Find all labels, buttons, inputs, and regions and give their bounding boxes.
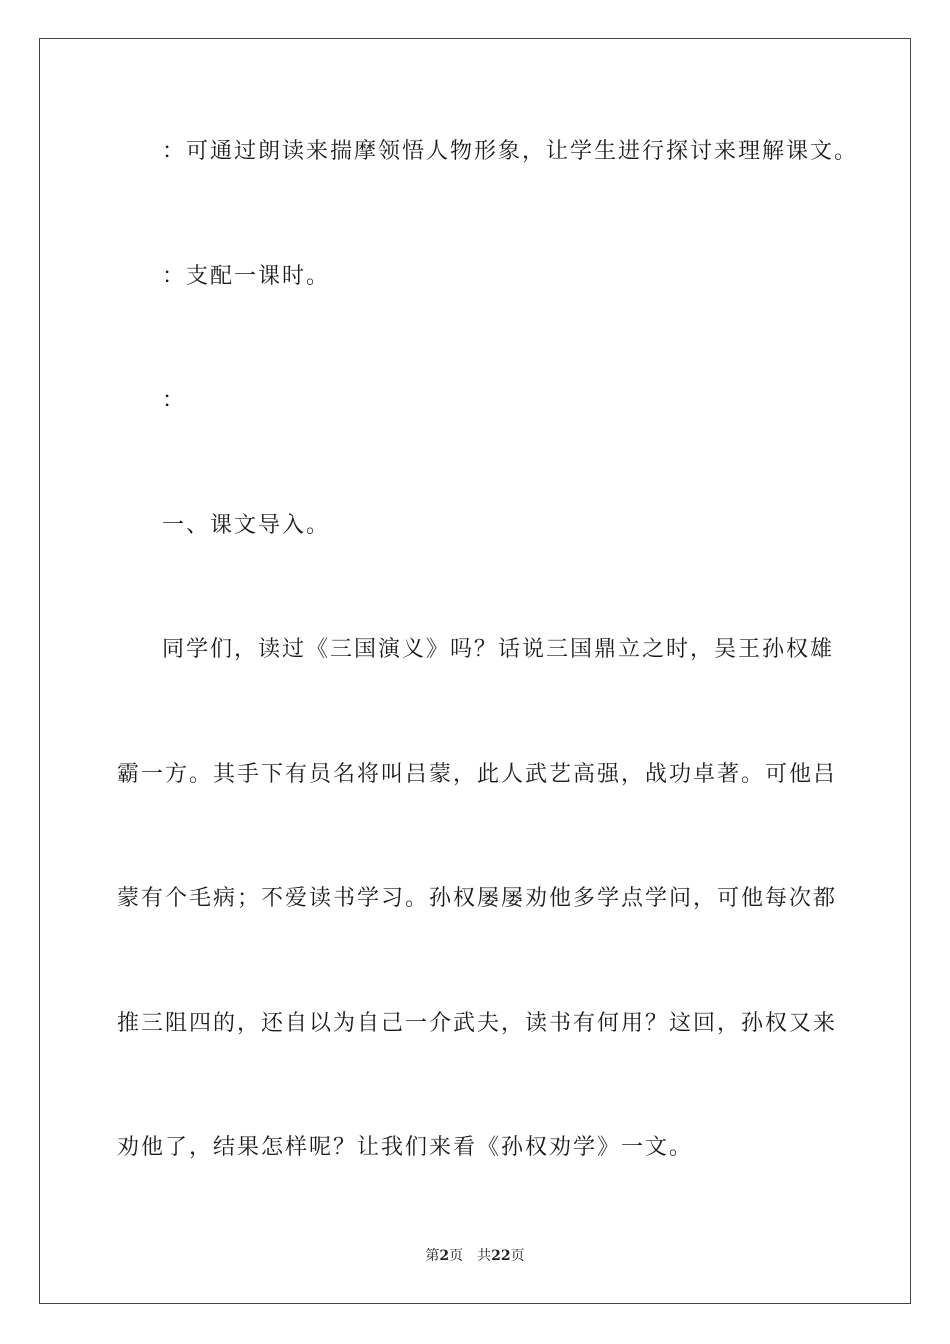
page-footer <box>0 1246 950 1266</box>
text-line: 推三阻四的，还自以为自己一介武夫，读书有何用？这回，孙权又来 <box>117 1011 838 1036</box>
current-page-number: 2 <box>439 1248 450 1264</box>
section-heading: 一、课文导入。 <box>162 513 331 538</box>
text-line: 蒙有个毛病；不爱读书学习。孙权屡屡劝他多学点学问，可他每次都 <box>117 886 838 911</box>
page-suffix: 页 <box>449 1248 464 1264</box>
total-prefix: 共 <box>477 1248 492 1264</box>
total-page-count: 22 <box>491 1248 511 1264</box>
page-prefix: 第 <box>425 1248 440 1264</box>
text-line: 同学们，读过《三国演义》吗？话说三国鼎立之时，吴王孙权雄 <box>162 637 835 662</box>
text-line: ：可通过朗读来揣摩领悟人物形象，让学生进行探讨来理解课文。 <box>162 139 859 164</box>
text-line: ：支配一课时。 <box>162 264 331 289</box>
page-border <box>39 38 911 1304</box>
text-line: 霸一方。其手下有员名将叫吕蒙，此人武艺高强，战功卓著。可他吕 <box>117 762 838 787</box>
text-line: 劝他了，结果怎样呢？让我们来看《孙权劝学》一文。 <box>117 1135 694 1160</box>
total-suffix: 页 <box>510 1248 525 1264</box>
text-line: ： <box>162 388 187 413</box>
